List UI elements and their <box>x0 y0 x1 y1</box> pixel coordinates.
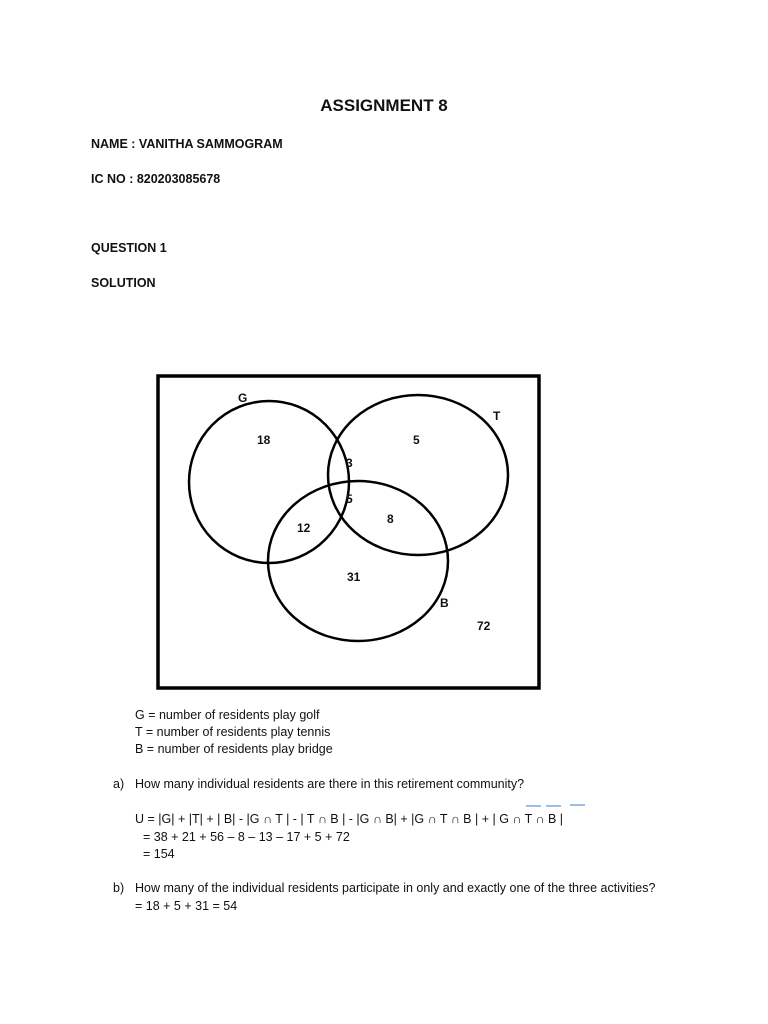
region-outside: 72 <box>477 619 491 633</box>
answer-a-step1: = 38 + 21 + 56 – 8 – 13 – 17 + 5 + 72 <box>143 830 350 844</box>
answer-a-result: = 154 <box>143 847 175 861</box>
region-g-only: 18 <box>257 433 271 447</box>
legend-b: B = number of residents play bridge <box>135 742 333 756</box>
set-b-circle <box>268 481 448 641</box>
question-heading: QUESTION 1 <box>91 241 167 255</box>
question-b-marker: b) <box>113 881 125 895</box>
solution-heading: SOLUTION <box>91 276 156 290</box>
set-b-label: B <box>440 596 449 610</box>
set-g-circle <box>189 401 349 563</box>
question-a-text: How many individual residents are there in this retirement community? <box>135 777 525 791</box>
question-a-marker: a) <box>113 777 125 791</box>
region-g-t: 3 <box>346 456 353 470</box>
set-t-label: T <box>493 409 501 423</box>
region-t-only: 5 <box>413 433 420 447</box>
universal-set-box <box>158 376 539 688</box>
region-g-b: 12 <box>297 521 311 535</box>
region-t-b: 8 <box>387 512 394 526</box>
answer-a-formula: U = |G| + |T| + | B| - |G ∩ T | - | T ∩ B | - |G ∩ B| + |G ∩ T ∩ B | + | G ∩ T ∩ B | <box>135 812 564 826</box>
ic-number: IC NO : 820203085678 <box>91 172 221 186</box>
student-name: NAME : VANITHA SAMMOGRAM <box>91 137 283 151</box>
legend-g: G = number of residents play golf <box>135 708 320 722</box>
page-title: ASSIGNMENT 8 <box>320 96 448 115</box>
question-b-text: How many of the individual residents participate in only and exactly one of the three activities? <box>135 881 656 895</box>
answer-b-result: = 18 + 5 + 31 = 54 <box>135 899 238 913</box>
set-g-label: G <box>238 391 248 405</box>
set-t-circle <box>328 395 508 555</box>
region-g-t-b: 5 <box>346 492 353 506</box>
region-b-only: 31 <box>347 570 361 584</box>
legend-t: T = number of residents play tennis <box>135 725 331 739</box>
